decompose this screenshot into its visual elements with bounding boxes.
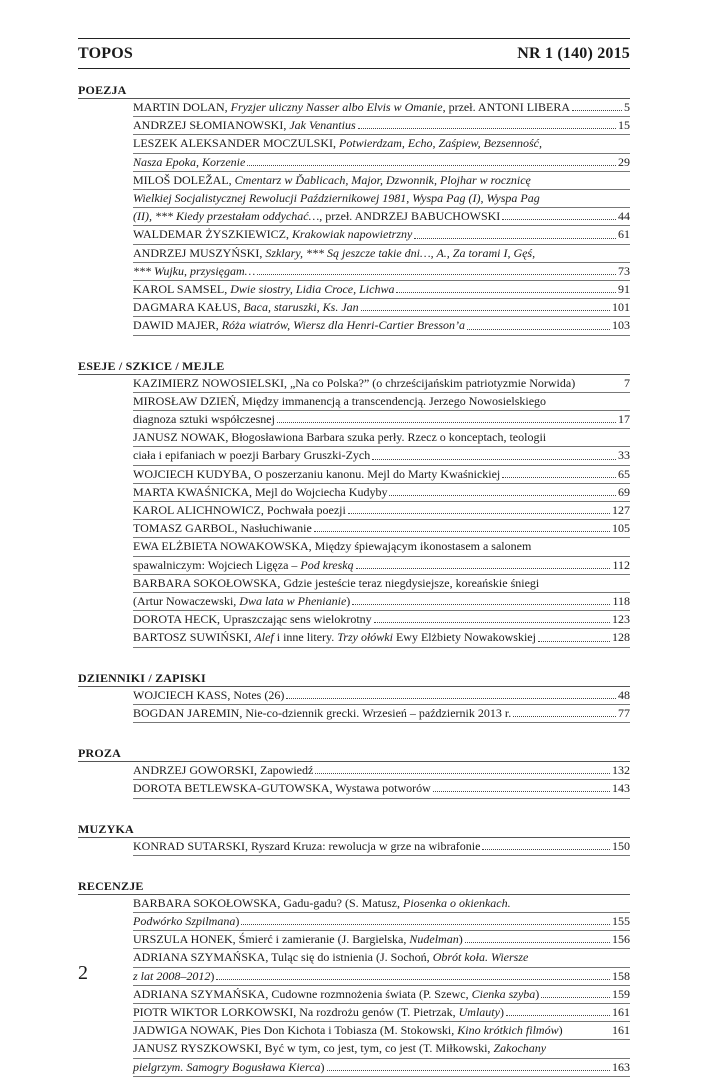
entry-title-italic: Baca, staruszki, Ks. Jan: [243, 300, 359, 315]
dot-leader: [414, 238, 616, 239]
toc-entry: [133, 226, 630, 244]
entry-text-segment: ANDRZEJ SŁOMIANOWSKI,: [133, 118, 290, 133]
entry-text-segment: ): [320, 1059, 325, 1074]
entry-text-segment: TOMASZ GARBOL, Nasłuchiwanie: [133, 521, 312, 536]
entry-text-segment: ciała i epifaniach w poezji Barbary Gruszki-Zych: [133, 448, 371, 463]
dot-leader: [506, 1015, 610, 1016]
toc-entry: [133, 502, 630, 520]
entry-text: [133, 190, 540, 207]
toc-entries: [133, 895, 630, 1077]
toc-entries: [133, 687, 630, 723]
entry-text-segment: DAWID MAJER,: [133, 318, 222, 333]
entry-text-segment: Ewy Elżbiety Nowakowskiej: [392, 630, 536, 645]
toc-entries: [133, 375, 630, 648]
toc-entry: [133, 780, 630, 798]
toc-entry-line: [133, 226, 630, 244]
toc-entry: [133, 705, 630, 723]
entry-page-number: 128: [612, 630, 630, 645]
entry-text-segment: ADRIANA SZYMAŃSKA, Tuląc się do istnienia (J. Sochoń,: [133, 950, 433, 965]
toc-entry-line: [133, 687, 630, 705]
entry-title-italic: Piosenka o okienkach.: [403, 895, 511, 910]
entry-text: [133, 575, 539, 592]
entry-text-segment: MARTIN DOLAN,: [133, 100, 231, 114]
dot-leader: [513, 716, 616, 717]
toc-entry-line: [133, 780, 630, 798]
section-title: POEZJA: [78, 82, 630, 99]
entry-text: [133, 172, 531, 189]
toc-section: [78, 821, 630, 856]
entry-text: [133, 949, 528, 966]
entry-text: [133, 913, 239, 930]
toc-entry: [133, 687, 630, 705]
entry-text: [133, 208, 500, 225]
entry-title-italic: Fryzjer uliczny Nasser albo Elvis w Omanie: [230, 100, 443, 114]
toc-entry: [133, 949, 630, 985]
toc-entry-line: [133, 1040, 630, 1058]
toc-entry-line: [133, 838, 630, 856]
entry-text-segment: JADWIGA NOWAK, Pies Don Kichota i Tobiasza (M. Stokowski,: [133, 1023, 458, 1038]
entry-text: [133, 502, 346, 519]
dot-leader: [374, 622, 610, 623]
toc-entry-line: [133, 429, 630, 447]
toc-entry-line: [133, 611, 630, 629]
entry-text-segment: LESZEK ALEKSANDER MOCZULSKI,: [133, 136, 339, 151]
toc-entry: [133, 393, 630, 429]
journal-title: TOPOS: [78, 44, 133, 62]
toc-entry-line: [133, 1059, 630, 1077]
section-title: ESEJE / SZKICE / MEJLE: [78, 358, 630, 375]
dot-leader: [247, 165, 616, 166]
entry-title-italic: Umlauty: [458, 1004, 500, 1019]
toc-entries: [133, 762, 630, 798]
entry-title-italic: Zakochany: [493, 1041, 547, 1056]
toc-entry: [133, 838, 630, 856]
entry-page-number: 7: [624, 375, 630, 390]
toc-entry-line: [133, 968, 630, 986]
entry-title-italic: Cmentarz w Ďablicach, Major, Dzwonnik, Plojhar w rocznicę: [234, 172, 531, 187]
entry-text-segment: BARTOSZ SUWIŃSKI,: [133, 630, 255, 645]
dot-leader: [352, 604, 610, 605]
toc-entry-line: [133, 1004, 630, 1022]
table-of-contents: [78, 82, 630, 1077]
dot-leader: [372, 459, 616, 460]
section-title: PROZA: [78, 745, 630, 762]
entry-text: [133, 538, 531, 555]
entry-text: [133, 705, 511, 722]
toc-entry-line: [133, 411, 630, 429]
entry-text: [133, 447, 370, 464]
entry-page-number: 91: [618, 282, 630, 297]
entry-title-italic: Dwie siostry, Lidia Croce, Lichwa: [230, 282, 395, 297]
entry-page-number: 61: [618, 227, 630, 242]
toc-entry: [133, 299, 630, 317]
dot-leader: [502, 219, 616, 220]
section-gap: [78, 799, 630, 821]
entry-title-italic: Nasza Epoka, Korzenie: [133, 154, 246, 169]
entry-title-italic: Trzy ołówki: [337, 630, 393, 645]
entry-text: [133, 838, 480, 855]
entry-page-number: 143: [612, 781, 630, 796]
entry-title-italic: Obrót koła. Wiersze: [432, 950, 529, 965]
entry-text: [133, 687, 284, 704]
section-title: MUZYKA: [78, 821, 630, 838]
toc-entry-line: [133, 299, 630, 317]
toc-entry-line: [133, 1022, 630, 1040]
toc-entry-line: [133, 281, 630, 299]
entry-text: [133, 317, 465, 334]
entry-text: [133, 154, 245, 171]
entry-text-segment: ): [346, 594, 351, 609]
dot-leader: [315, 773, 610, 774]
entry-text: [133, 1004, 504, 1021]
entry-page-number: 150: [612, 838, 630, 853]
dot-leader: [396, 292, 616, 293]
entry-text-segment: , przeł. ANTONI LIBERA: [442, 100, 571, 114]
toc-entry-line: [133, 502, 630, 520]
toc-entry-line: [133, 557, 630, 575]
toc-entry-line: [133, 538, 630, 556]
entry-title-italic: (II), *** Kiedy przestałam oddychać…: [133, 209, 320, 224]
entry-text-segment: , przeł. ANDRZEJ BABUCHOWSKI: [319, 209, 501, 224]
entry-text: [133, 968, 214, 985]
toc-section: [78, 670, 630, 723]
entry-text: [133, 931, 463, 948]
entry-title-italic: Szklary, *** Są jeszcze takie dni…, A., Za torami I, Gęś,: [265, 245, 536, 260]
toc-entry: [133, 520, 630, 538]
toc-entry-line: [133, 393, 630, 411]
toc-entry-line: [133, 762, 630, 780]
entry-title-italic: Podwórko Szpilmana: [133, 913, 236, 928]
dot-leader: [361, 310, 610, 311]
entry-text-segment: WOJCIECH KASS, Notes (26): [133, 687, 285, 702]
entry-text: [133, 99, 570, 116]
toc-entry-line: [133, 447, 630, 465]
entry-title-italic: pielgrzym. Samogry Bogusława Kierca: [133, 1059, 321, 1074]
dot-leader: [241, 924, 610, 925]
entry-text: [133, 281, 394, 298]
entry-page-number: 158: [612, 968, 630, 983]
toc-entry-line: [133, 705, 630, 723]
entry-page-number: 15: [618, 118, 630, 133]
toc-entry: [133, 135, 630, 171]
toc-entry: [133, 317, 630, 335]
entry-title-italic: Róża wiatrów, Wiersz dla Henri-Cartier Bresson’a: [221, 318, 466, 333]
entry-title-italic: Jak Venantius: [289, 118, 356, 133]
entry-text-segment: ): [535, 986, 540, 1001]
dot-leader: [465, 942, 610, 943]
entry-text-segment: ): [458, 932, 463, 947]
toc-entry-line: [133, 135, 630, 153]
entry-text-segment: ANDRZEJ MUSZYŃSKI,: [133, 245, 266, 260]
entry-page-number: 127: [612, 503, 630, 518]
entry-text: [133, 117, 356, 134]
entry-text-segment: KONRAD SUTARSKI, Ryszard Kruza: rewolucja w grze na wibrafonie: [133, 838, 481, 853]
dot-leader: [389, 495, 616, 496]
toc-entry-line: [133, 629, 630, 647]
entry-text-segment: JANUSZ RYSZKOWSKI, Być w tym, co jest, tym, co jest (T. Miłkowski,: [133, 1041, 494, 1056]
entry-text-segment: KAZIMIERZ NOWOSIELSKI, „Na co Polska?” (o chrześcijańskim patriotyzmie Norwida): [133, 375, 576, 390]
entry-text-segment: JANUSZ NOWAK, Błogosławiona Barbara szuka perły. Rzecz o konceptach, teologii: [133, 430, 547, 445]
entry-text-segment: KAROL ALICHNOWICZ, Pochwała poezji: [133, 503, 346, 518]
entry-text: [133, 429, 546, 446]
entry-text-segment: diagnoza sztuki współczesnej: [133, 412, 275, 427]
entry-title-italic: Pod kreską: [300, 557, 354, 572]
entry-page-number: 33: [618, 448, 630, 463]
section-title: RECENZJE: [78, 878, 630, 895]
toc-entry-line: [133, 190, 630, 208]
dot-leader: [358, 128, 616, 129]
entry-text-segment: BOGDAN JAREMIN, Nie-co-dziennik grecki. Wrzesień – październik 2013 r.: [133, 705, 512, 720]
entry-page-number: 112: [612, 557, 630, 572]
toc-entry: [133, 629, 630, 647]
entry-page-number: 118: [612, 594, 630, 609]
entry-text: [133, 611, 372, 628]
entry-text-segment: ): [499, 1004, 504, 1019]
entry-text-segment: MARTA KWAŚNICKA, Mejl do Wojciecha Kudyby: [133, 484, 388, 499]
entry-text: [133, 986, 539, 1003]
entry-text-segment: DAGMARA KAŁUS,: [133, 300, 244, 315]
toc-entry: [133, 172, 630, 227]
toc-entry: [133, 375, 630, 393]
dot-leader: [467, 329, 610, 330]
entry-text: [133, 393, 546, 410]
entry-text-segment: DOROTA HECK, Upraszczając sens wielokrotny: [133, 612, 372, 627]
entry-text: [133, 520, 312, 537]
entry-page-number: 123: [612, 612, 630, 627]
entry-text-segment: DOROTA BETLEWSKA-GUTOWSKA, Wystawa potworów: [133, 781, 431, 796]
toc-entry: [133, 611, 630, 629]
dot-leader: [356, 568, 611, 569]
entry-page-number: 69: [618, 484, 630, 499]
entry-page-number: 77: [618, 705, 630, 720]
entry-title-italic: Kino krótkich filmów: [457, 1023, 559, 1038]
entry-page-number: 159: [612, 986, 630, 1001]
entry-text-segment: PIOTR WIKTOR LORKOWSKI, Na rozdrożu genów (T. Pietrzak,: [133, 1004, 459, 1019]
entry-text: [133, 411, 275, 428]
dot-leader: [482, 849, 610, 850]
entry-page-number: 48: [618, 687, 630, 702]
entry-title-italic: Alef: [254, 630, 274, 645]
toc-entry-line: [133, 375, 630, 393]
toc-entry: [133, 484, 630, 502]
entry-page-number: 29: [618, 154, 630, 169]
dot-leader: [277, 422, 616, 423]
issue-number: NR 1 (140) 2015: [517, 44, 630, 62]
entry-title-italic: Cienka szyba: [471, 986, 536, 1001]
dot-leader: [257, 274, 616, 275]
entry-text: [133, 629, 536, 646]
toc-entry-line: [133, 949, 630, 967]
toc-entry: [133, 986, 630, 1004]
entry-page-number: 5: [624, 100, 630, 114]
dot-leader: [502, 477, 616, 478]
entry-page-number: 161: [612, 1023, 630, 1038]
toc-entry: [133, 281, 630, 299]
section-gap: [78, 336, 630, 358]
toc-entry: [133, 538, 630, 574]
entry-text-segment: WOJCIECH KUDYBA, O poszerzaniu kanonu. Mejl do Marty Kwaśnickiej: [133, 466, 501, 481]
toc-entry-line: [133, 466, 630, 484]
section-gap: [78, 648, 630, 670]
entry-page-number: 103: [612, 318, 630, 333]
running-header: [78, 38, 630, 69]
toc-entry-line: [133, 263, 630, 281]
toc-section: [78, 358, 630, 648]
entry-text-segment: BARBARA SOKOŁOWSKA, Gdzie jesteście teraz niegdysiejsze, koreańskie śniegi: [133, 575, 540, 590]
entry-text-segment: EWA ELŻBIETA NOWAKOWSKA, Między śpiewającym ikonostasem a salonem: [133, 539, 532, 554]
entry-text: [133, 484, 387, 501]
entry-text: [133, 245, 535, 262]
entry-text: [133, 895, 511, 912]
entry-text-segment: ): [210, 968, 215, 983]
entry-title-italic: Potwierdzam, Echo, Zaśpiew, Bezsenność,: [339, 136, 542, 151]
toc-entry: [133, 931, 630, 949]
entry-text: [133, 375, 575, 392]
toc-entry: [133, 1040, 630, 1076]
entry-text: [133, 135, 542, 152]
toc-entry-line: [133, 172, 630, 190]
toc-entry-line: [133, 117, 630, 135]
dot-leader: [541, 997, 610, 998]
toc-entry-line: [133, 245, 630, 263]
toc-entry-line: [133, 593, 630, 611]
toc-entry-line: [133, 575, 630, 593]
section-title: DZIENNIKI / ZAPISKI: [78, 670, 630, 687]
entry-title-italic: *** Wujku, przysięgam…: [133, 263, 256, 278]
section-gap: [78, 856, 630, 878]
entry-text: [133, 466, 500, 483]
dot-leader: [327, 1070, 610, 1071]
entry-text-segment: ANDRZEJ GOWORSKI, Zapowiedź: [133, 763, 314, 778]
entry-text: [133, 1059, 325, 1076]
entry-page-number: 44: [618, 209, 630, 224]
entry-page-number: 156: [612, 932, 630, 947]
dot-leader: [216, 979, 610, 980]
entry-text: [133, 1040, 546, 1057]
toc-entry: [133, 117, 630, 135]
toc-section: [78, 745, 630, 798]
dot-leader: [348, 513, 610, 514]
entry-text-segment: i inne litery.: [273, 630, 338, 645]
toc-entry: [133, 1004, 630, 1022]
entry-page-number: 101: [612, 300, 630, 315]
entry-title-italic: Nudelman: [409, 932, 459, 947]
entry-page-number: 73: [618, 263, 630, 278]
entry-page-number: 65: [618, 466, 630, 481]
toc-entry-line: [133, 317, 630, 335]
entry-text-segment: BARBARA SOKOŁOWSKA, Gadu-gadu? (S. Matusz,: [133, 895, 403, 910]
entry-text-segment: ): [558, 1023, 563, 1038]
entry-text: [133, 557, 354, 574]
entry-text-segment: (Artur Nowaczewski,: [133, 594, 240, 609]
entry-page-number: 17: [618, 412, 630, 427]
toc-entry: [133, 1022, 630, 1040]
toc-entry-line: [133, 208, 630, 226]
toc-entry-line: [133, 520, 630, 538]
entry-text: [133, 1022, 563, 1039]
toc-entry-line: [133, 484, 630, 502]
toc-entry-line: [133, 154, 630, 172]
toc-section: [78, 82, 630, 336]
toc-entry: [133, 575, 630, 611]
entry-title-italic: Dwa lata w Phenianie: [239, 594, 347, 609]
entry-text-segment: ADRIANA SZYMAŃSKA, Cudowne rozmnożenia świata (P. Szewc,: [133, 986, 472, 1001]
entry-text-segment: spawalniczym: Wojciech Ligęza –: [133, 557, 301, 572]
entry-page-number: 105: [612, 521, 630, 536]
toc-entry-line: [133, 895, 630, 913]
entry-title-italic: z lat 2008–2012: [133, 968, 211, 983]
toc-entries: [133, 838, 630, 856]
toc-entry: [133, 466, 630, 484]
toc-entry-line: [133, 913, 630, 931]
toc-entry-line: [133, 99, 630, 117]
entry-text-segment: WALDEMAR ŻYSZKIEWICZ,: [133, 227, 292, 242]
entry-text-segment: KAROL SAMSEL,: [133, 282, 231, 297]
entry-text-segment: MIROSŁAW DZIEŃ, Między immanencją a transcendencją. Jerzego Nowosielskiego: [133, 393, 547, 408]
dot-leader: [572, 110, 622, 111]
toc-entry: [133, 99, 630, 117]
toc-entry: [133, 245, 630, 281]
dot-leader: [286, 698, 616, 699]
toc-entry-line: [133, 986, 630, 1004]
entry-page-number: 132: [612, 763, 630, 778]
dot-leader: [314, 531, 610, 532]
toc-entry: [133, 895, 630, 931]
page-number: 2: [78, 962, 88, 984]
toc-entry-line: [133, 931, 630, 949]
entry-text: [133, 226, 412, 243]
entry-page-number: 163: [612, 1059, 630, 1074]
dot-leader: [433, 791, 610, 792]
entry-title-italic: Wielkiej Socjalistycznej Rewolucji Październikowej 1981, Wyspa Pag (I), Wyspa Pag: [133, 191, 540, 206]
toc-entry: [133, 762, 630, 780]
dot-leader: [538, 641, 610, 642]
section-gap: [78, 723, 630, 745]
entry-text-segment: URSZULA HONEK, Śmierć i zamieranie (J. Bargielska,: [133, 932, 410, 947]
entry-text: [133, 263, 255, 280]
entry-text: [133, 593, 350, 610]
entry-text: [133, 762, 313, 779]
entry-text: [133, 299, 359, 316]
toc-entries: [133, 99, 630, 336]
entry-text-segment: MILOŠ DOLEŽAL,: [133, 172, 235, 187]
entry-page-number: 161: [612, 1004, 630, 1019]
toc-entry: [133, 429, 630, 465]
entry-title-italic: Krakowiak napowietrzny: [291, 227, 413, 242]
toc-section: [78, 878, 630, 1077]
entry-text-segment: ): [235, 913, 240, 928]
entry-page-number: 155: [612, 913, 630, 928]
entry-text: [133, 780, 431, 797]
